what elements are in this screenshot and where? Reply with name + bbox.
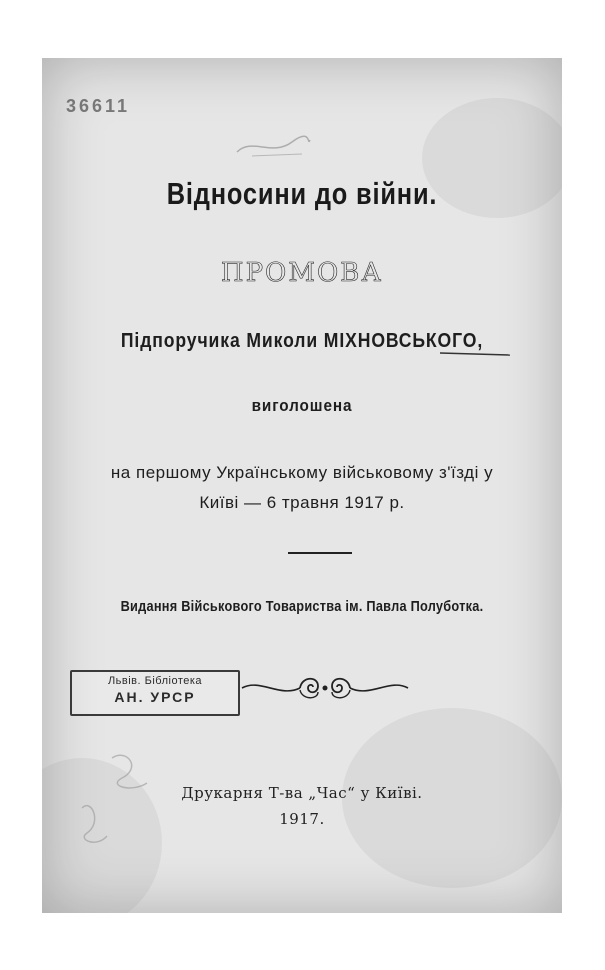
divider-rule	[288, 552, 352, 554]
document-page	[42, 58, 562, 913]
occasion-line-2: Київі — 6 травня 1917 р.	[199, 493, 405, 512]
stamp-line-2: АН. УРСР	[114, 689, 196, 705]
speaker-line: Підпоручика Миколи МІХНОВСЬКОГО,	[120, 330, 484, 352]
occasion-line-1: на першому Українському військовому з'їзді у	[110, 463, 494, 482]
stamp-line-1: Львів. Бібліотека	[107, 675, 203, 687]
pencil-mark	[232, 132, 312, 162]
occasion-text	[42, 458, 562, 518]
ornament-icon	[240, 668, 410, 708]
printer-info	[42, 780, 562, 832]
subtitle: ПРОМОВА	[220, 258, 384, 288]
delivered-line: виголошена	[251, 396, 353, 415]
publisher-line: Видання Військового Товариства ім. Павла Полуботка.	[120, 598, 484, 615]
print-year: 1917.	[279, 810, 325, 828]
printer-name: Друкарня Т-ва „Час“ у Київі.	[181, 784, 423, 802]
library-stamp	[70, 670, 240, 716]
shelf-mark: 36611	[66, 96, 131, 116]
page-title: Відносини до війни.	[166, 176, 438, 211]
